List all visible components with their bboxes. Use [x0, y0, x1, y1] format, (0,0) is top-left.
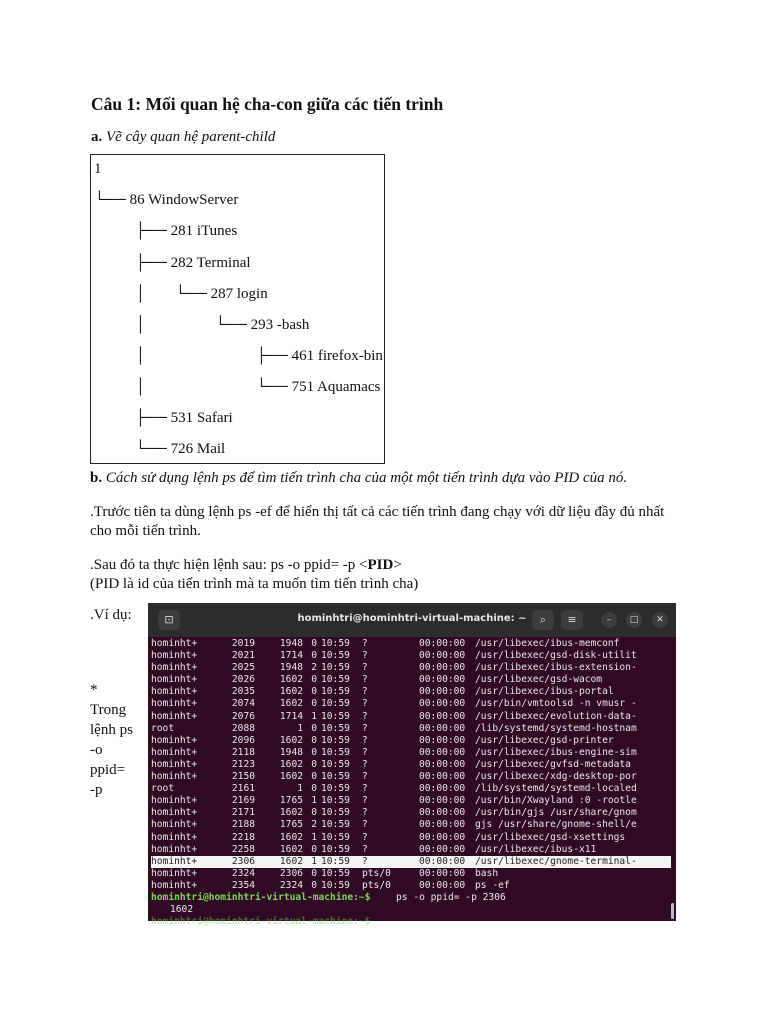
time-cell: 00:00:00	[419, 662, 466, 674]
cmd-cell: /usr/libexec/evolution-data-	[475, 710, 637, 722]
ppid-cell: 1602	[279, 758, 303, 770]
c-cell: 0	[311, 746, 317, 758]
time-cell: 00:00:00	[419, 771, 466, 783]
time-cell: 00:00:00	[419, 807, 466, 819]
terminal-process-row	[151, 819, 671, 831]
minimize-icon[interactable]: –	[601, 612, 617, 628]
time-cell: 00:00:00	[419, 758, 466, 770]
pid-cell: 2074	[231, 698, 255, 710]
uid-cell: hominht+	[151, 698, 198, 710]
tree-node-287: └── 287 login	[175, 286, 268, 302]
terminal-process-row	[151, 662, 671, 674]
time-cell: 00:00:00	[419, 698, 466, 710]
example-label: .Ví dụ:	[90, 607, 132, 623]
cmd-cell: /usr/libexec/gsd-disk-utilit	[475, 650, 637, 662]
stime-cell: 10:59	[321, 734, 350, 746]
time-cell: 00:00:00	[419, 650, 466, 662]
paragraph-ps-ef: .Trước tiên ta dùng lệnh ps -ef để hiển thị tất cả các tiến trình đang chạy với dữ liệu đầy đủ nhất cho mỗi tiến trình.	[90, 504, 665, 539]
search-icon[interactable]: ⌕	[532, 610, 554, 630]
stime-cell: 10:59	[321, 758, 350, 770]
part-a-label: a.	[91, 129, 103, 145]
time-cell: 00:00:00	[419, 795, 466, 807]
pid-cell: 2218	[231, 831, 255, 843]
stime-cell: 10:59	[321, 710, 350, 722]
terminal-process-row	[151, 807, 671, 819]
tree-node-86: └── 86 WindowServer	[94, 192, 239, 208]
terminal-process-row	[151, 638, 671, 650]
uid-cell: hominht+	[151, 758, 198, 770]
stime-cell: 10:59	[321, 831, 350, 843]
terminal-process-row	[151, 759, 671, 771]
uid-cell: hominht+	[151, 638, 198, 649]
tty-cell: ?	[362, 831, 368, 843]
ppid-cell: 1765	[279, 819, 303, 831]
cmd-cell: /usr/bin/Xwayland :0 -rootle	[475, 795, 637, 807]
tty-cell: ?	[362, 662, 368, 674]
tree-node-751: └── 751 Aquamacs	[256, 379, 381, 395]
process-tree-box	[90, 154, 385, 464]
tty-cell: ?	[362, 710, 368, 722]
uid-cell: hominht+	[151, 819, 198, 831]
stime-cell: 10:59	[321, 650, 350, 662]
pid-cell: 2188	[231, 819, 255, 831]
c-cell: 1	[311, 795, 317, 807]
uid-cell: hominht+	[151, 771, 198, 783]
side-note-line: -p	[90, 782, 103, 798]
ppid-cell: 1714	[279, 650, 303, 662]
cmd-cell: /usr/libexec/gsd-printer	[475, 734, 614, 746]
stime-cell: 10:59	[321, 819, 350, 831]
ppid-cell: 1602	[279, 831, 303, 843]
command-suffix: >	[393, 557, 402, 573]
stime-cell: 10:59	[321, 867, 350, 879]
ppid-cell: 1602	[279, 686, 303, 698]
tree-node-461: ├── 461 firefox-bin	[256, 348, 383, 364]
terminal-process-row	[151, 832, 671, 844]
uid-cell: hominht+	[151, 710, 198, 722]
stime-cell: 10:59	[321, 722, 350, 734]
pid-cell: 2150	[231, 771, 255, 783]
part-a-text: Vẽ cây quan hệ parent-child	[106, 129, 276, 145]
uid-cell: hominht+	[151, 855, 198, 867]
terminal-process-row	[151, 844, 671, 856]
pid-cell: 2035	[231, 686, 255, 698]
side-note-line: *	[90, 682, 98, 698]
c-cell: 0	[311, 783, 317, 795]
c-cell: 0	[311, 771, 317, 783]
time-cell: 00:00:00	[419, 819, 466, 831]
c-cell: 0	[311, 843, 317, 855]
time-cell: 00:00:00	[419, 867, 466, 879]
tree-node-531: ├── 531 Safari	[135, 410, 233, 426]
terminal-process-row	[151, 686, 671, 698]
menu-icon[interactable]: ≡	[561, 610, 583, 630]
side-note-line: ppid=	[90, 762, 126, 778]
c-cell: 0	[311, 698, 317, 710]
cmd-cell: ps -ef	[475, 879, 510, 891]
terminal-process-row	[151, 747, 671, 759]
stime-cell: 10:59	[321, 698, 350, 710]
pid-cell: 2118	[231, 746, 255, 758]
close-icon[interactable]: ✕	[652, 612, 668, 628]
pid-cell: 2306	[231, 855, 255, 867]
tty-cell: ?	[362, 807, 368, 819]
tty-cell: ?	[362, 638, 368, 649]
pid-cell: 2019	[231, 638, 255, 649]
tty-cell: ?	[362, 650, 368, 662]
uid-cell: hominht+	[151, 686, 198, 698]
terminal-prompt-line	[151, 892, 671, 904]
uid-cell: hominht+	[151, 807, 198, 819]
cmd-cell: bash	[475, 867, 499, 879]
stime-cell: 10:59	[321, 807, 350, 819]
ppid-cell: 2324	[279, 879, 303, 891]
stime-cell: 10:59	[321, 855, 350, 867]
terminal-title: hominhtri@hominhtri-virtual-machine: ~	[297, 613, 527, 624]
prompt-user: hominhtri@hominhtri-virtual-machine:~$	[151, 916, 377, 928]
side-note-line: lệnh ps	[90, 722, 133, 738]
tty-cell: ?	[362, 843, 368, 855]
side-note	[90, 680, 133, 800]
pid-cell: 2258	[231, 843, 255, 855]
ppid-cell: 1602	[279, 674, 303, 686]
uid-cell: hominht+	[151, 674, 198, 686]
terminal-output	[151, 638, 671, 928]
ppid-cell: 1948	[279, 746, 303, 758]
paragraph-pid-note: (PID là id của tiến trình mà ta muốn tìm tiến trình cha)	[90, 576, 419, 592]
tty-cell: ?	[362, 698, 368, 710]
uid-cell: hominht+	[151, 746, 198, 758]
cmd-cell: /usr/libexec/xdg-desktop-por	[475, 771, 637, 783]
tree-connector: │	[135, 348, 146, 364]
uid-cell: hominht+	[151, 831, 198, 843]
stime-cell: 10:59	[321, 771, 350, 783]
ppid-cell: 1948	[279, 638, 303, 649]
cmd-cell: /lib/systemd/systemd-hostnam	[475, 722, 637, 734]
pid-cell: 2096	[231, 734, 255, 746]
side-note-line: Trong	[90, 702, 127, 718]
c-cell: 0	[311, 734, 317, 746]
terminal-scrollbar[interactable]	[671, 903, 674, 919]
stime-cell: 10:59	[321, 638, 350, 649]
cmd-cell: /usr/libexec/ibus-extension-	[475, 662, 637, 674]
tty-cell: ?	[362, 734, 368, 746]
terminal-output-line	[151, 904, 671, 916]
stime-cell: 10:59	[321, 686, 350, 698]
cmd-cell: /usr/libexec/gnome-terminal-	[475, 855, 637, 867]
tty-cell: ?	[362, 783, 368, 795]
tree-node-726: └── 726 Mail	[135, 441, 226, 457]
ppid-cell: 1602	[279, 734, 303, 746]
c-cell: 1	[311, 710, 317, 722]
pid-cell: 2026	[231, 674, 255, 686]
terminal-titlebar	[148, 603, 676, 637]
stime-cell: 10:59	[321, 879, 350, 891]
new-tab-icon[interactable]: ⊡	[158, 610, 180, 630]
pid-cell: 2354	[231, 879, 255, 891]
tty-cell: ?	[362, 855, 368, 867]
tty-cell: ?	[362, 771, 368, 783]
uid-cell: hominht+	[151, 843, 198, 855]
terminal-process-row	[151, 650, 671, 662]
terminal-process-row	[151, 711, 671, 723]
time-cell: 00:00:00	[419, 722, 466, 734]
terminal-process-row	[151, 735, 671, 747]
question-heading: Câu 1: Mối quan hệ cha-con giữa các tiến trình	[91, 94, 444, 114]
time-cell: 00:00:00	[419, 638, 466, 649]
stime-cell: 10:59	[321, 783, 350, 795]
cmd-cell: /usr/libexec/ibus-memconf	[475, 638, 620, 649]
terminal-process-row	[151, 868, 671, 880]
c-cell: 0	[311, 686, 317, 698]
pid-cell: 2021	[231, 650, 255, 662]
terminal-process-row	[151, 880, 671, 892]
part-b-text: Cách sử dụng lệnh ps để tìm tiến trình cha của một một tiến trình dựa vào PID của nó.	[105, 470, 628, 486]
terminal-process-row	[151, 771, 671, 783]
paragraph-ps-command	[90, 556, 680, 575]
maximize-icon[interactable]: □	[626, 612, 642, 628]
ppid-cell: 1602	[279, 771, 303, 783]
pid-cell: 2161	[231, 783, 255, 795]
cmd-cell: /lib/systemd/systemd-localed	[475, 783, 637, 795]
ppid-cell: 1602	[279, 855, 303, 867]
terminal-process-row	[151, 783, 671, 795]
c-cell: 0	[311, 674, 317, 686]
tty-cell: ?	[362, 722, 368, 734]
time-cell: 00:00:00	[419, 855, 466, 867]
time-cell: 00:00:00	[419, 746, 466, 758]
tty-cell: pts/0	[362, 879, 391, 891]
c-cell: 1	[311, 855, 317, 867]
c-cell: 0	[311, 722, 317, 734]
ppid-cell: 1602	[279, 698, 303, 710]
side-note-line: -o	[90, 742, 103, 758]
uid-cell: hominht+	[151, 879, 198, 891]
c-cell: 0	[311, 650, 317, 662]
c-cell: 0	[311, 638, 317, 649]
c-cell: 0	[311, 807, 317, 819]
terminal-process-row	[151, 856, 671, 868]
c-cell: 2	[311, 819, 317, 831]
pid-cell: 2324	[231, 867, 255, 879]
c-cell: 1	[311, 831, 317, 843]
tty-cell: ?	[362, 686, 368, 698]
tty-cell: ?	[362, 674, 368, 686]
tree-node-293: └── 293 -bash	[215, 317, 310, 333]
terminal-process-row	[151, 674, 671, 686]
uid-cell: hominht+	[151, 867, 198, 879]
command-prefix: .Sau đó ta thực hiện lệnh sau: ps -o ppid= -p <	[90, 557, 368, 573]
c-cell: 0	[311, 758, 317, 770]
pid-cell: 2088	[231, 722, 255, 734]
time-cell: 00:00:00	[419, 674, 466, 686]
part-b-line	[90, 470, 690, 487]
tree-connector: │	[135, 317, 146, 333]
terminal-process-row	[151, 723, 671, 735]
c-cell: 0	[311, 867, 317, 879]
prompt-user: hominhtri@hominhtri-virtual-machine:~$	[151, 891, 377, 903]
stime-cell: 10:59	[321, 662, 350, 674]
command-pid: PID	[367, 557, 394, 573]
cmd-cell: /usr/libexec/ibus-engine-sim	[475, 746, 637, 758]
c-cell: 2	[311, 662, 317, 674]
tree-node-root: 1	[94, 161, 102, 177]
ppid-cell: 1948	[279, 662, 303, 674]
tty-cell: ?	[362, 795, 368, 807]
tty-cell: pts/0	[362, 867, 391, 879]
ppid-cell: 1714	[279, 710, 303, 722]
time-cell: 00:00:00	[419, 879, 466, 891]
tty-cell: ?	[362, 758, 368, 770]
cmd-cell: /usr/libexec/gvfsd-metadata	[475, 758, 631, 770]
terminal-window	[148, 603, 676, 928]
ppid-cell: 1	[297, 722, 303, 734]
time-cell: 00:00:00	[419, 686, 466, 698]
tree-node-281: ├── 281 iTunes	[135, 223, 238, 239]
ppid-cell: 1765	[279, 795, 303, 807]
time-cell: 00:00:00	[419, 734, 466, 746]
pid-cell: 2025	[231, 662, 255, 674]
uid-cell: hominht+	[151, 662, 198, 674]
tty-cell: ?	[362, 819, 368, 831]
uid-cell: root	[151, 722, 175, 734]
uid-cell: hominht+	[151, 734, 198, 746]
cmd-cell: /usr/libexec/ibus-portal	[475, 686, 614, 698]
time-cell: 00:00:00	[419, 710, 466, 722]
pid-cell: 2171	[231, 807, 255, 819]
cmd-cell: /usr/libexec/gsd-wacom	[475, 674, 603, 686]
tree-connector: │	[135, 379, 146, 395]
stime-cell: 10:59	[321, 843, 350, 855]
pid-cell: 2076	[231, 710, 255, 722]
cmd-cell: /usr/libexec/gsd-xsettings	[475, 831, 626, 843]
time-cell: 00:00:00	[419, 783, 466, 795]
uid-cell: root	[151, 783, 175, 795]
pid-cell: 2123	[231, 758, 255, 770]
tty-cell: ?	[362, 746, 368, 758]
part-a-line	[91, 129, 275, 146]
time-cell: 00:00:00	[419, 831, 466, 843]
c-cell: 0	[311, 879, 317, 891]
ppid-result: 1602	[170, 904, 194, 916]
cmd-cell: /usr/libexec/ibus-x11	[475, 843, 597, 855]
pid-cell: 2169	[231, 795, 255, 807]
ppid-cell: 1	[297, 783, 303, 795]
time-cell: 00:00:00	[419, 843, 466, 855]
cmd-cell: /usr/bin/vmtoolsd -n vmusr -	[475, 698, 637, 710]
stime-cell: 10:59	[321, 674, 350, 686]
tree-node-282: ├── 282 Terminal	[135, 255, 251, 271]
cmd-cell: gjs /usr/share/gnome-shell/e	[475, 819, 637, 831]
terminal-next-prompt[interactable]	[151, 916, 671, 928]
part-b-label: b.	[90, 470, 103, 486]
tree-connector: │	[135, 286, 146, 302]
ppid-cell: 1602	[279, 807, 303, 819]
prompt-command: ps -o ppid= -p 2306	[396, 891, 506, 903]
stime-cell: 10:59	[321, 746, 350, 758]
uid-cell: hominht+	[151, 795, 198, 807]
terminal-process-row	[151, 698, 671, 710]
stime-cell: 10:59	[321, 795, 350, 807]
uid-cell: hominht+	[151, 650, 198, 662]
terminal-process-row	[151, 795, 671, 807]
cmd-cell: /usr/bin/gjs /usr/share/gnom	[475, 807, 637, 819]
ppid-cell: 2306	[279, 867, 303, 879]
ppid-cell: 1602	[279, 843, 303, 855]
